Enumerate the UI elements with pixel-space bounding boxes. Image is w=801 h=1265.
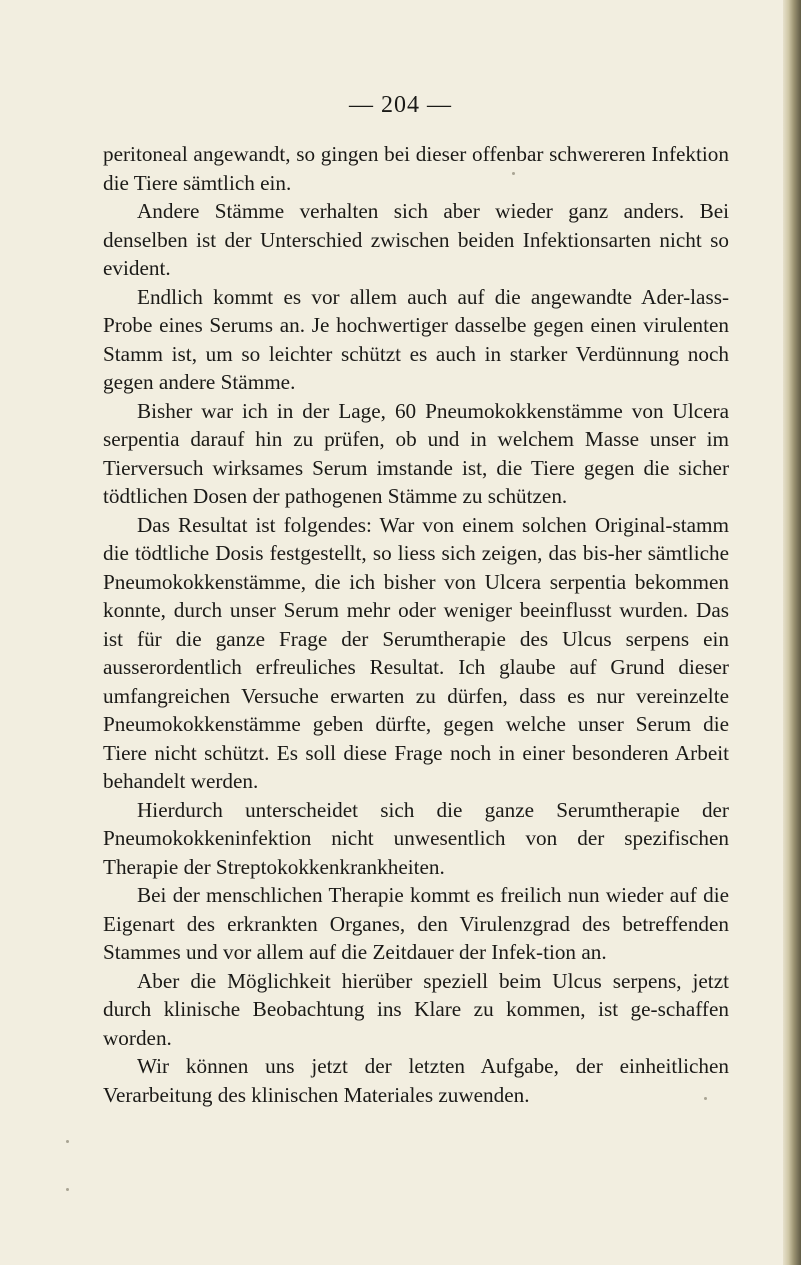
paragraph: Andere Stämme verhalten sich aber wieder ganz anders. Bei denselben ist der Unterschied zwischen beiden Infektionsarten nicht so evident. [103,199,729,280]
paragraph: Bei der menschlichen Therapie kommt es freilich nun wieder auf die Eigenart des erkrankten Organes, den Virulenzgrad des betreffenden Stammes und vor allem auf die Zeitdauer der Infek-tion an. [103,883,729,964]
paper-speck [66,1140,69,1143]
paragraph: peritoneal angewandt, so gingen bei dieser offenbar schwereren Infektion die Tiere sämtlich ein. [103,142,729,195]
paragraph: Das Resultat ist folgendes: War von einem solchen Original-stamm die tödtliche Dosis festgestellt, so liess sich zeigen, das bis-her sämtliche Pneumokokkenstämme, die ich bisher von Ulcera serpentia bekommen konnte, durch unser Serum mehr oder weniger beeinflusst wurden. Das ist für die ganze Frage der Serumtherapie des Ulcus serpens ein ausserordentlich erfreuliches Resultat. Ich glaube auf Grund dieser umfangreichen Versuche erwarten zu dürfen, dass es nur vereinzelte Pneumokokkenstämme geben dürfte, gegen welche unser Serum die Tiere nicht schützt. Es soll diese Frage noch in einer besonderen Arbeit behandelt werden. [103,512,729,793]
paragraph: Endlich kommt es vor allem auch auf die angewandte Ader-lass-Probe eines Serums an. Je hochwertiger dasselbe gegen einen virulenten Stamm ist, um so leichter schützt es auch in starker Verdünnung noch gegen andere Stämme. [103,284,729,394]
paragraph: Aber die Möglichkeit hierüber speziell beim Ulcus serpens, jetzt durch klinische Beobachtung ins Klare zu kommen, ist ge-schaffen worden. [103,968,729,1050]
body-text [103,140,729,1109]
paragraph: Wir können uns jetzt der letzten Aufgabe, der einheitlichen Verarbeitung des klinischen Materiales zuwenden. [103,1054,729,1107]
paper-speck [704,1097,707,1100]
paragraph: Hierdurch unterscheidet sich die ganze Serumtherapie der Pneumokokkeninfektion nicht unwesentlich von der spezifischen Therapie der Streptokokkenkrankheiten. [103,797,729,879]
paragraph: Bisher war ich in der Lage, 60 Pneumokokkenstämme von Ulcera serpentia darauf hin zu prüfen, ob und in welchem Masse unser im Tierversuch wirksames Serum imstande ist, die Tiere gegen die sicher tödtlichen Dosen der pathogenen Stämme zu schützen. [103,398,729,508]
page-number: — 204 — [349,92,452,118]
binding-edge [783,0,801,1265]
paper-speck [66,1188,69,1191]
paper-speck [512,172,515,175]
